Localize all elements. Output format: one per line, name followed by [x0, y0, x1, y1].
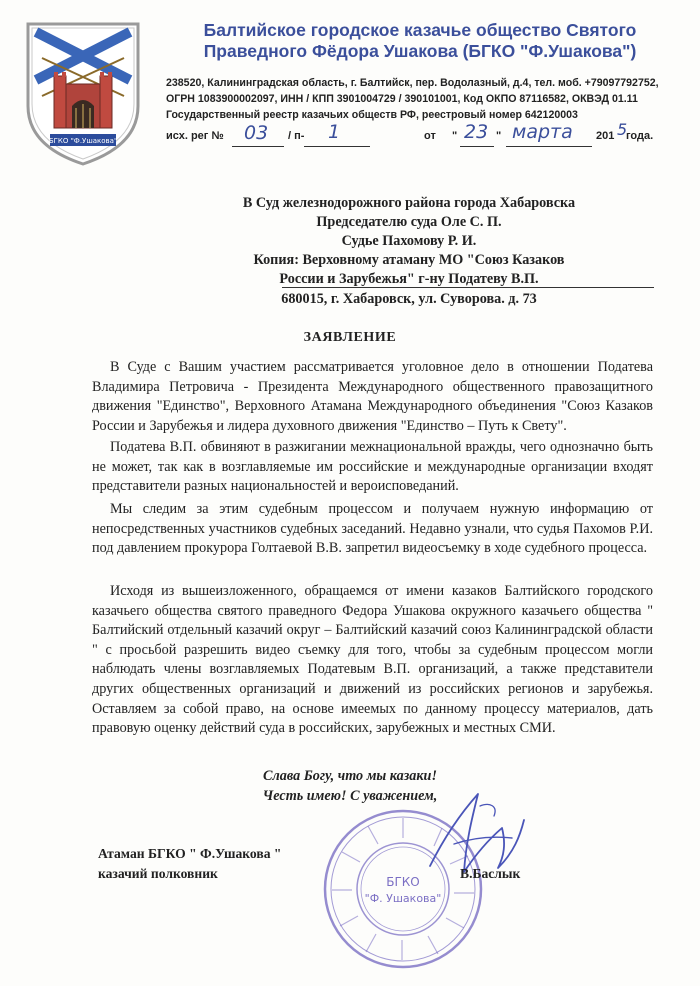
reg-year-handwritten: 5	[617, 120, 628, 139]
reg-month: марта	[512, 121, 573, 143]
stamp-center-line1: БГКО	[386, 875, 420, 889]
paragraph-2-text: Податева В.П. обвиняют в разжигании межнациональной вражды, чего однозначно быть не может, так как в возглавляемые им российские и международные организации входят представители разных национальностей и вероисповеданий.	[92, 439, 653, 495]
closing-line1: Слава Богу, что мы казаки!	[263, 768, 437, 784]
stamp-center-line2: "Ф. Ушакова"	[364, 892, 442, 905]
addressee-judge: Судье Пахомову Р. И.	[341, 233, 477, 249]
document-heading: ЗАЯВЛЕНИЕ	[303, 330, 397, 345]
paragraph-4-text: Исходя из вышеизложенного, обращаемся от имени казаков Балтийского городского казачьего общества святого праведного Федора Ушакова окружного казачьего общества " Балтийский отдельный казачий округ – Балтийский казачий союз Калининградской области " с просьбой разрешить видео съемку для того, чтобы за судебным процессом могли наблюдать члены возглавляемых Податевым В.П. организаций, а также представители других общественных организаций и движений из российских регионов и зарубежья. Оставляем за собой право, на основе имеемых по данному процессу материалов, дать правовую оценку действий суда в российских, зарубежных и местных СМИ.	[92, 583, 653, 737]
signatory-name: В.Баслык	[460, 866, 521, 881]
reg-year-prefix: 201	[596, 130, 615, 142]
addressee-court: В Суд железнодорожного района города Хабаровска	[242, 195, 576, 211]
reg-number: 03	[244, 122, 269, 144]
reg-quote-open: "	[452, 130, 458, 142]
reg-day: 23	[464, 121, 489, 143]
addressee-divider	[282, 287, 654, 288]
reg-sub-number: 1	[328, 121, 341, 143]
paragraph-4	[92, 582, 653, 739]
reg-quote-close: "	[496, 130, 502, 142]
addressee-address: 680015, г. Хабаровск, ул. Суворова. д. 73	[281, 291, 537, 307]
addressee-chairman: Председателю суда Оле С. П.	[316, 214, 502, 230]
paragraph-1	[92, 358, 653, 436]
org-details-registry: Государственный реестр казачьих обществ РФ, реестровый номер 642120003	[166, 109, 578, 121]
paragraph-2	[92, 438, 653, 497]
logo-ribbon-text: БГКО "Ф.Ушакова"	[48, 137, 118, 145]
paragraph-1-text: В Суде с Вашим участием рассматривается уголовное дело в отношении Податева Владимира Петровича - Президента Международного общественного правозащитного движения "Единство", Верховного Атамана Международного объединения "Союз Казаков России и Зарубежья и лидера духовного движения "Единство – Путь к Свету".	[92, 359, 653, 434]
organization-logo	[22, 18, 144, 168]
org-details-address: 238520, Калининградская область, г. Балтийск, пер. Водолазный, д.4, тел. моб. +79097792752,	[166, 77, 659, 89]
reg-year-suffix: года.	[626, 130, 654, 142]
paragraph-3	[92, 500, 653, 559]
paragraph-3-text: Мы следим за этим судебным процессом и получаем нужную информацию от непосредственных участников судебных заседаний. Недавно узнали, что судья Пахомов Р.И. под давлением прокурора Голтаевой В.В. запретил видеосъемку в ходе судебного процесса.	[92, 501, 653, 557]
reg-date-from: от	[424, 130, 436, 142]
signatory-title-line2: казачий полковник	[98, 866, 218, 881]
reg-prefix: исх. рег №	[166, 130, 224, 142]
org-title-line1: Балтийское городское казачье общество Святого	[203, 20, 637, 40]
addressee-copy-line1: Копия: Верховному атаману МО "Союз Казаков	[253, 252, 565, 268]
addressee-copy-line2: России и Зарубежья" г-ну Податеву В.П.	[279, 271, 539, 287]
org-details-codes: ОГРН 1083900002097, ИНН / КПП 3901004729 / 390101001, Код ОКПО 87116582, ОКВЭД 01.11	[166, 93, 638, 105]
signatory-title-line1: Атаман БГКО " Ф.Ушакова "	[98, 846, 282, 861]
org-title-line2: Праведного Фёдора Ушакова (БГКО "Ф.Ушакова")	[203, 41, 637, 61]
closing-line2: Честь имею! С уважением,	[262, 788, 438, 804]
reg-separator: / п-	[288, 130, 305, 142]
